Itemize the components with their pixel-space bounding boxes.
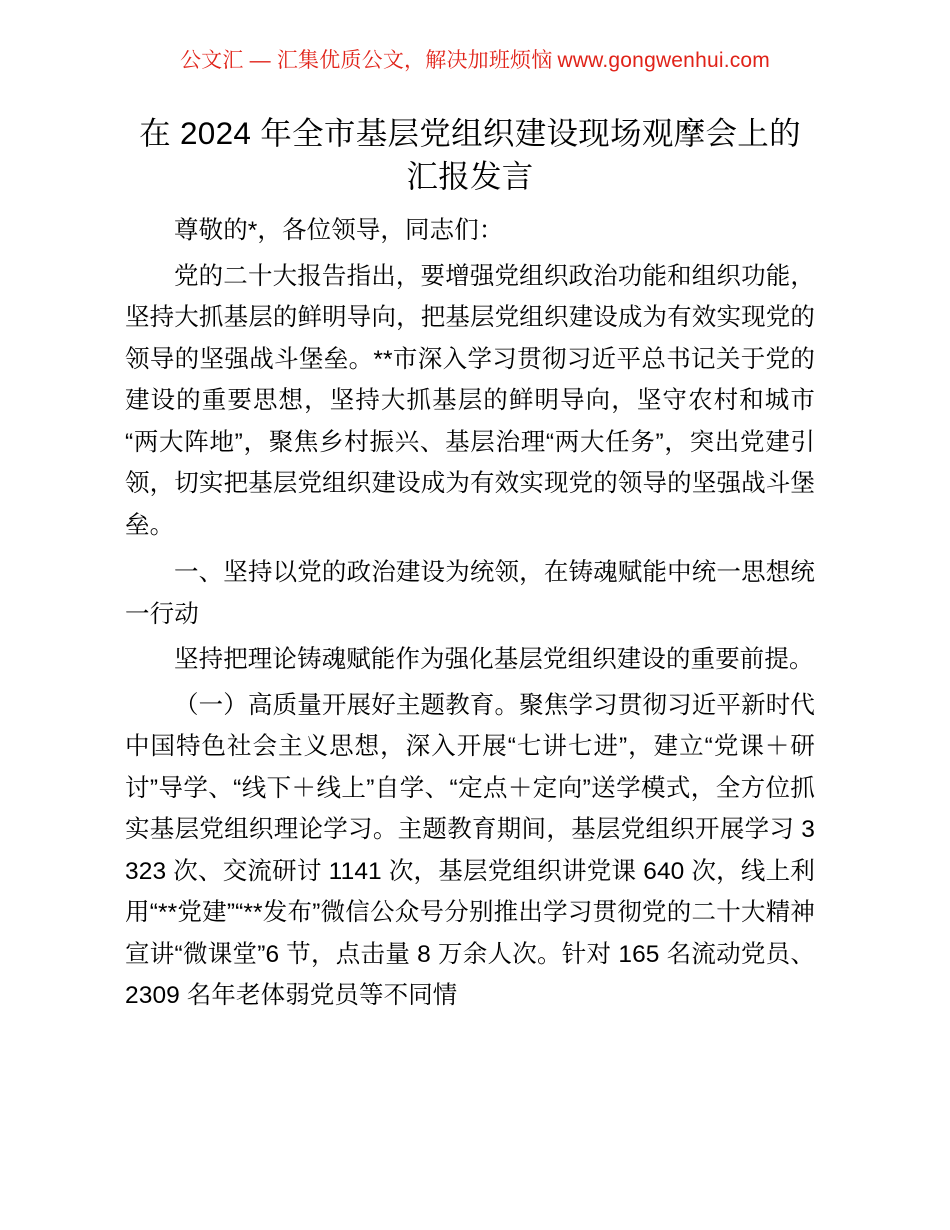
watermark-url: www.gongwenhui.com xyxy=(557,49,770,72)
salutation-line: 尊敬的*，各位领导，同志们： xyxy=(174,217,504,244)
subsection-paragraph-one: （一）高质量开展好主题教育。聚焦学习贯彻习近平新时代中国特色社会主义思想，深入开展“七讲七进”，建立“党课＋研讨”导学、“线下＋线上”自学、“定点＋定向”送学模式，全方位抓实基层党组织理论学习。主题教育期间，基层党组织开展学习 3323 次、交流研讨 1141 次，基层党组织讲党课 640 次，线上利用“**党建”“**发布”微信公众号分别推出学习贯彻党的二十大精神宣讲“微课堂”6 节，点击量 8 万余人次。针对 165 名流动党员、2309 名年老体弱党员等不同情 xyxy=(125,691,815,1009)
opening-paragraph: 党的二十大报告指出，要增强党组织政治功能和组织功能，坚持大抓基层的鲜明导向，把基层党组织建设成为有效实现党的领导的坚强战斗堡垒。**市深入学习贯彻习近平总书记关于党的建设的重要思想，坚持大抓基层的鲜明导向，坚守农村和城市“两大阵地”，聚焦乡村振兴、基层治理“两大任务”，突出党建引领，切实把基层党组织建设成为有效实现党的领导的坚强战斗堡垒。 xyxy=(125,262,815,539)
watermark-slogan: 公文汇 — 汇集优质公文，解决加班烦恼 xyxy=(179,49,553,72)
site-watermark-header xyxy=(0,48,950,73)
section-heading-one: 一、坚持以党的政治建设为统领，在铸魂赋能中统一思想统一行动 xyxy=(125,559,815,628)
document-title: 在 2024 年全市基层党组织建设现场观摩会上的汇报发言 xyxy=(139,115,801,194)
section-intro-paragraph: 坚持把理论铸魂赋能作为强化基层党组织建设的重要前提。 xyxy=(174,646,814,673)
document-body xyxy=(125,112,815,1017)
